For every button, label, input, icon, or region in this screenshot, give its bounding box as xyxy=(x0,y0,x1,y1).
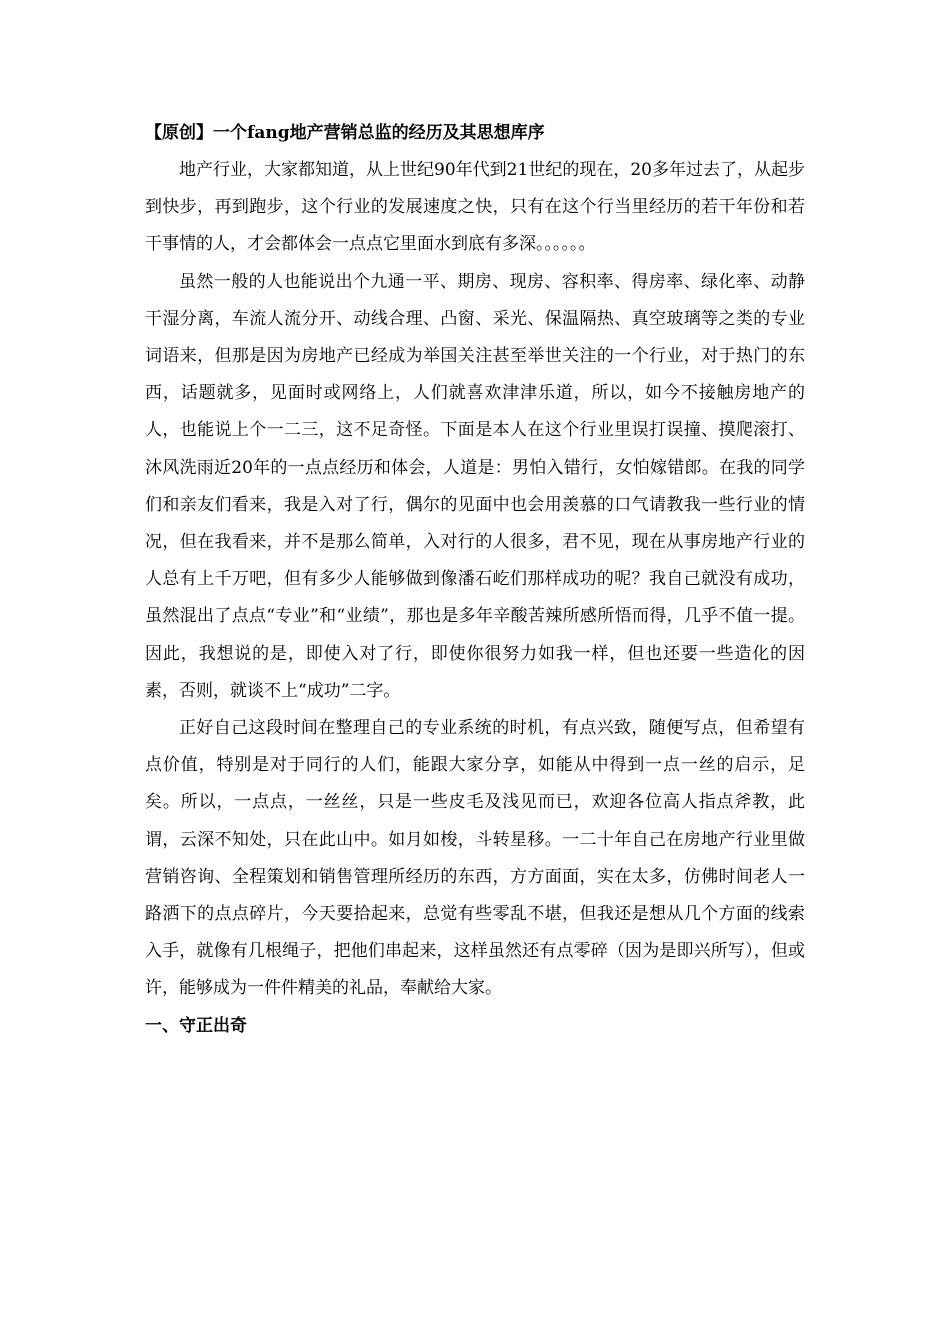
paragraph-experience: 虽然一般的人也能说出个九通一平、期房、现房、容积率、得房率、绿化率、动静干湿分离，车流人流分开、动线合理、凸窗、采光、保温隔热、真空玻璃等之类的专业词语来，但那是因为房地产已经成为举国关注甚至举世关注的一个行业，对于热门的东西，话题就多，见面时或网络上，人们就喜欢津津乐道，所以，如今不接触房地产的人，也能说上个一二三，这不足奇怪。下面是本人在这个行业里误打误撞、摸爬滚打、沐风洗雨近20年的一点点经历和体会，人道是：男怕入错行，女怕嫁错郎。在我的同学们和亲友们看来，我是入对了行，偶尔的见面中也会用羡慕的口气请教我一些行业的情况，但在我看来，并不是那么简单，入对行的人很多，君不见，现在从事房地产行业的人总有上千万吧，但有多少人能够做到像潘石屹们那样成功的呢？我自己就没有成功，虽然混出了点点“专业”和“业绩”，那也是多年辛酸苦辣所感所悟而得，几乎不值一提。因此，我想说的是，即使入对了行，即使你很努力如我一样，但也还要一些造化的因素，否则，就谈不上“成功”二字。 xyxy=(145,271,805,701)
document-page xyxy=(145,118,805,1045)
paragraph-intro: 地产行业，大家都知道，从上世纪90年代到21世纪的现在，20多年过去了，从起步到快步，再到跑步，这个行业的发展速度之快，只有在这个行当里经历的若干年份和若干事情的人，才会都体会一点点它里面水到底有多深。。。。。。 xyxy=(145,160,805,255)
document-title: 【原创】一个fang地产营销总监的经历及其思想库序 xyxy=(145,123,545,143)
paragraph-purpose: 正好自己这段时间在整理自己的专业系统的时机，有点兴致，随便写点，但希望有点价值，特别是对于同行的人们，能跟大家分享，如能从中得到一点一丝的启示，足矣。所以，一点点，一丝丝，只是一些皮毛及浅见而已，欢迎各位高人指点斧教，此谓，云深不知处，只在此山中。如月如梭，斗转星移。一二十年自己在房地产行业里做营销咨询、全程策划和销售管理所经历的东西，方方面面，实在太多，仿佛时间老人一路洒下的点点碎片，今天要拾起来，总觉有些零乱不堪，但我还是想从几个方面的线索入手，就像有几根绳子，把他们串起来，这样虽然还有点零碎（因为是即兴所写），但或许，能够成为一件件精美的礼品，奉献给大家。 xyxy=(145,718,805,999)
section-heading: 一、守正出奇 xyxy=(145,1015,247,1036)
